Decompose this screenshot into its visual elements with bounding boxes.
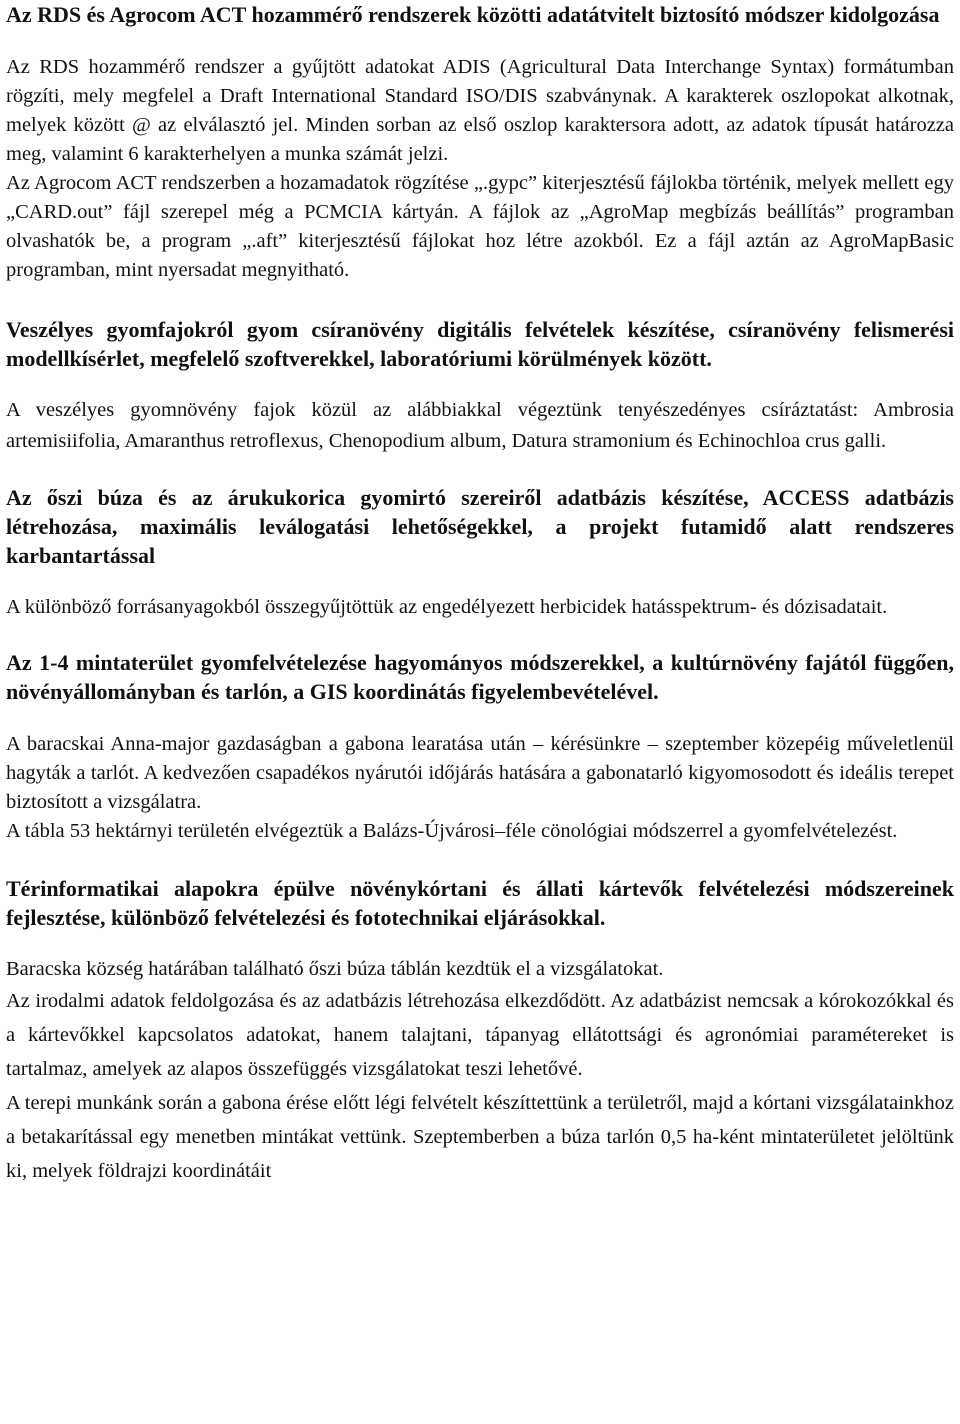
section-heading: Veszélyes gyomfajokról gyom csíranövény digitális felvételek készítése, csíranövény felismerési modellkísérlet, megfelelő szoftverekkel, laboratóriumi körülmények között. xyxy=(6,317,954,371)
section-heading: Az RDS és Agrocom ACT hozammérő rendszerek közötti adatátvitelt biztosító módszer kidolgozása xyxy=(6,2,940,27)
body-paragraph: Az Agrocom ACT rendszerben a hozamadatok rögzítése „.gypc” kiterjesztésű fájlokba történik, melyek mellett egy „CARD.out” fájl szerepel még a PCMCIA kártyán. A fájlok az „AgroMap megbízás beállítás” programban olvashatók be, a program „.aft” kiterjesztésű fájlokat hoz létre azokból. Ez a fájl aztán az AgroMapBasic programban, mint nyersadat megnyitható. xyxy=(6,172,954,281)
body-paragraph: A tábla 53 hektárnyi területén elvégeztük a Balázs-Újvárosi–féle cönológiai módszerrel a gyomfelvételezést. xyxy=(6,820,898,842)
body-paragraph: A különböző forrásanyagokból összegyűjtöttük az engedélyezett herbicidek hatásspektrum- és dózisadatait. xyxy=(6,596,888,618)
body-paragraph: Baracska község határában található őszi búza táblán kezdtük el a vizsgálatokat. xyxy=(6,958,664,980)
section-heading: Az 1-4 mintaterület gyomfelvételezése hagyományos módszerekkel, a kultúrnövény fajától függően, növényállományban és tarlón, a GIS koordinátás figyelembevételével. xyxy=(6,650,954,704)
section-heading: Térinformatikai alapokra épülve növénykórtani és állati kártevők felvételezési módszereinek fejlesztése, különböző felvételezési és fototechnikai eljárásokkal. xyxy=(6,876,954,930)
body-paragraph: A veszélyes gyomnövény fajok közül az alábbiakkal végeztünk tenyészedényes csíráztatást: Ambrosia artemisiifolia, Amaranthus retroflexus, Chenopodium album, Datura stramonium és Echinochloa crus galli. xyxy=(6,399,954,452)
body-paragraph: Az RDS hozammérő rendszer a gyűjtött adatokat ADIS (Agricultural Data Interchange Syntax) formátumban rögzíti, mely megfelel a Draft International Standard ISO/DIS szabványnak. A karakterek oszlopokat alkotnak, melyek között @ az elválasztó jel. Minden sorban az első oszlop karaktersora adott, az adatok típusát határozza meg, valamint 6 karakterhelyen a munka számát jelzi. xyxy=(6,56,954,165)
body-paragraph: Az irodalmi adatok feldolgozása és az adatbázis létrehozása elkezdődött. Az adatbázist nemcsak a kórokozókkal és a kártevőkkel kapcsolatos adatokat, hanem talajtani, tápanyag ellátottsági és agronómiai paramétereket is tartalmaz, amelyek az alapos összefüggés vizsgálatokat teszi lehetővé. xyxy=(6,990,954,1080)
body-paragraph: A terepi munkánk során a gabona érése előtt légi felvételt készíttettünk a területről, majd a kórtani vizsgálatainkhoz a betakarítással egy menetben mintákat vettünk. Szeptemberben a búza tarlón 0,5 ha-ként mintaterületet jelöltünk ki, melyek földrajzi koordinátáit xyxy=(6,1092,954,1182)
body-paragraph: A baracskai Anna-major gazdaságban a gabona learatása után – kérésünkre – szeptember közepéig műveletlenül hagyták a tarlót. A kedvezően csapadékos nyárutói időjárás hatására a gabonatarló kigyomosodott és ideális terepet biztosított a vizsgálatra. xyxy=(6,733,954,813)
section-heading: Az őszi búza és az árukukorica gyomirtó szereiről adatbázis készítése, ACCESS adatbázis létrehozása, maximális leválogatási lehetőségekkel, a projekt futamidő alatt rendszeres karbantartással xyxy=(6,485,954,568)
